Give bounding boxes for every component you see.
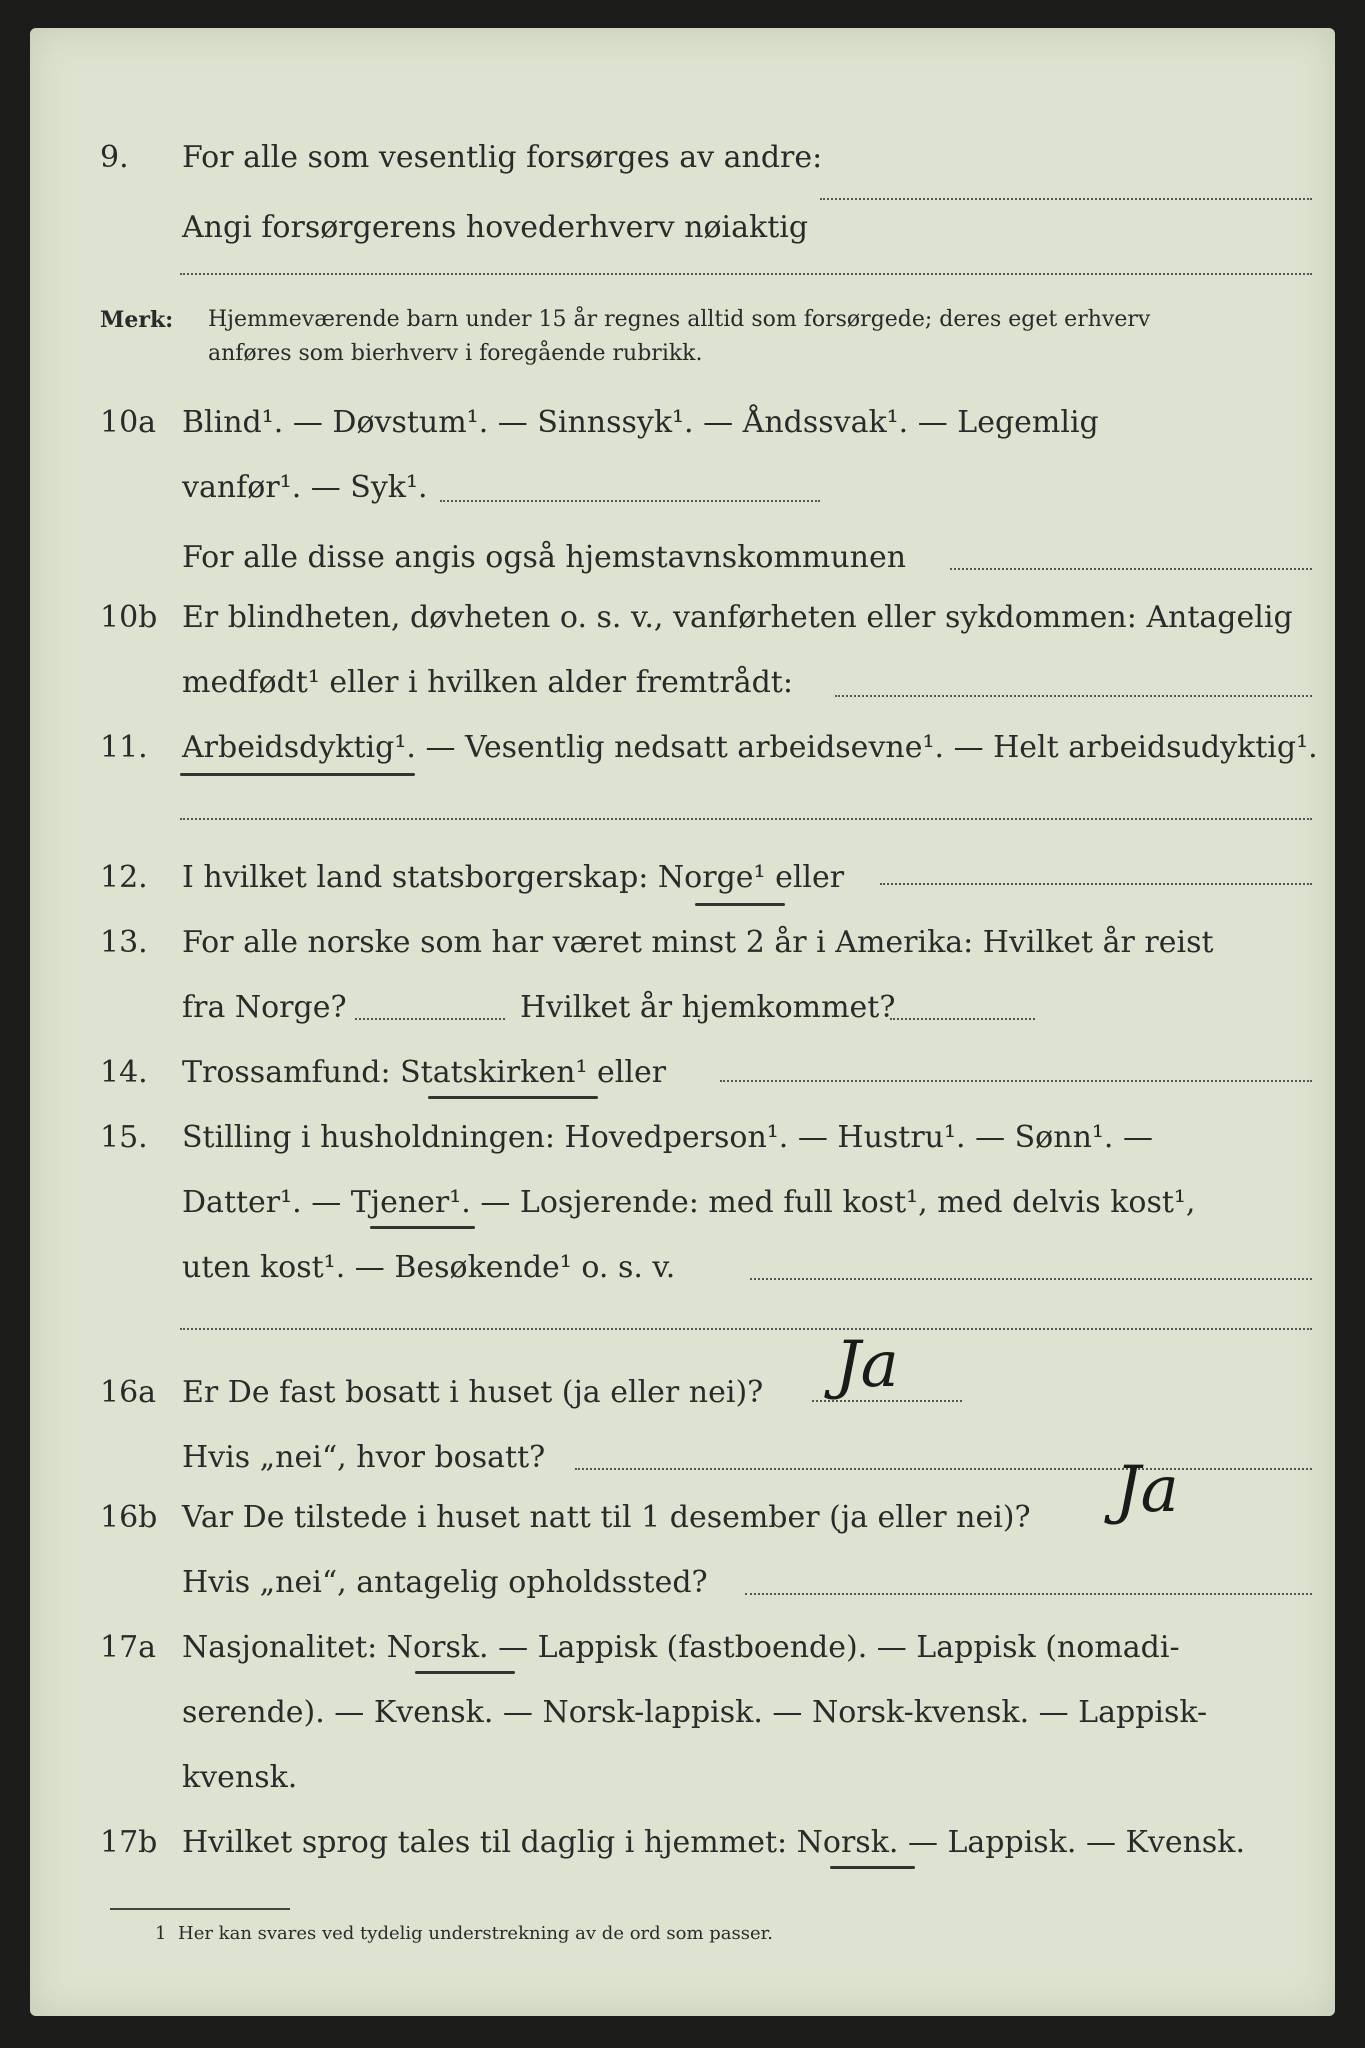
item-text: For alle norske som har været minst 2 år i Amerika: Hvilket år reist: [182, 925, 1214, 960]
underline-mark: [695, 903, 785, 906]
item-number: 16b: [100, 1500, 158, 1535]
answer-line[interactable]: [575, 1468, 1312, 1470]
item-number: 10b: [100, 600, 158, 635]
item-text: Hvilket sprog tales til daglig i hjemmet: Norsk. — Lappisk. — Kvensk.: [182, 1825, 1246, 1860]
census-form-page: [30, 28, 1335, 2016]
item-11: [30, 723, 1335, 773]
merk-label: Merk:: [100, 307, 174, 333]
item-text: Trossamfund: Statskirken¹ eller: [182, 1055, 667, 1090]
answer-line[interactable]: [820, 198, 1312, 200]
item-17a: [30, 1623, 1335, 1673]
item-12: [30, 853, 1335, 903]
item-text: Er blindheten, døvheten o. s. v., vanførheten eller sykdommen: Antagelig: [182, 600, 1293, 635]
item-16a: [30, 1368, 1335, 1418]
item-text: For alle som vesentlig forsørges av andre:: [182, 140, 823, 175]
item-text: I hvilket land statsborgerskap: Norge¹ eller: [182, 860, 845, 895]
answer-line[interactable]: [180, 818, 1312, 820]
item-text: Stilling i husholdningen: Hovedperson¹. — Hustru¹. — Sønn¹. —: [182, 1120, 1153, 1155]
item-13: [30, 918, 1335, 968]
item-10a-line2: [30, 463, 1335, 513]
item-number: 10a: [100, 405, 157, 440]
item-text: Angi forsørgerens hovederhverv nøiaktig: [182, 210, 809, 245]
item-15: [30, 1113, 1335, 1163]
item-15-line3: [30, 1243, 1335, 1293]
underline-mark: [428, 1096, 598, 1099]
item-number: 13.: [100, 925, 148, 960]
item-15-line2: [30, 1178, 1335, 1228]
item-number: 11.: [100, 730, 148, 765]
answer-line[interactable]: [750, 1278, 1312, 1280]
item-14: [30, 1048, 1335, 1098]
item-text: Er De fast bosatt i huset (ja eller nei)?: [182, 1375, 764, 1410]
answer-line[interactable]: [745, 1593, 1312, 1595]
answer-line[interactable]: [180, 273, 1312, 275]
item-text: Nasjonalitet: Norsk. — Lappisk (fastboende). — Lappisk (nomadi-: [182, 1630, 1180, 1665]
merk-text: Hjemmeværende barn under 15 år regnes alltid som forsørgede; deres eget erhverv: [208, 307, 1151, 332]
item-text: medfødt¹ eller i hvilken alder fremtrådt:: [182, 665, 793, 700]
underline-mark: [180, 773, 415, 776]
item-10b-line2: [30, 658, 1335, 708]
item-number: 14.: [100, 1055, 148, 1090]
underline-mark: [415, 1671, 515, 1674]
answer-line[interactable]: [720, 1080, 1312, 1082]
answer-line[interactable]: [835, 695, 1312, 697]
answer-line[interactable]: [890, 1018, 1035, 1020]
item-text: Datter¹. — Tjener¹. — Losjerende: med full kost¹, med delvis kost¹,: [182, 1185, 1196, 1220]
footnote-mark: 1: [155, 1923, 167, 1944]
item-number: 17b: [100, 1825, 158, 1860]
answer-line[interactable]: [880, 883, 1312, 885]
item-number: 16a: [100, 1375, 157, 1410]
handwritten-answer: Ja: [1115, 1453, 1179, 1527]
item-text: kvensk.: [182, 1760, 298, 1795]
item-number: 9.: [100, 140, 129, 175]
footnote-text: Her kan svares ved tydelig understrekning av de ord som passer.: [178, 1923, 773, 1944]
item-text: serende). — Kvensk. — Norsk-lappisk. — Norsk-kvensk. — Lappisk-: [182, 1695, 1208, 1730]
item-text: fra Norge?: [182, 990, 347, 1025]
item-16b-line2: [30, 1558, 1335, 1608]
item-17b: [30, 1818, 1335, 1868]
item-text: uten kost¹. — Besøkende¹ o. s. v.: [182, 1250, 676, 1285]
item-text: Hvis „nei“, hvor bosatt?: [182, 1440, 546, 1475]
underline-mark: [830, 1866, 915, 1869]
answer-line[interactable]: [355, 1018, 505, 1020]
item-10b: [30, 593, 1335, 643]
item-9-line2: [30, 203, 1335, 253]
item-text: For alle disse angis også hjemstavnskommunen: [182, 540, 907, 575]
item-10a-line3: [30, 533, 1335, 583]
item-17a-line2: [30, 1688, 1335, 1738]
answer-line[interactable]: [180, 1328, 1312, 1330]
item-10a: [30, 398, 1335, 448]
answer-line[interactable]: [440, 500, 820, 502]
item-text: Var De tilstede i huset natt til 1 desember (ja eller nei)?: [182, 1500, 1031, 1535]
underline-mark: [370, 1226, 475, 1229]
item-text: Blind¹. — Døvstum¹. — Sinnssyk¹. — Åndssvak¹. — Legemlig: [182, 405, 1099, 440]
item-text: Hvilket år hjemkommet?: [520, 990, 896, 1025]
item-17a-line3: [30, 1753, 1335, 1803]
item-text: Arbeidsdyktig¹. — Vesentlig nedsatt arbeidsevne¹. — Helt arbeidsudyktig¹.: [182, 730, 1318, 765]
handwritten-answer: Ja: [835, 1328, 899, 1402]
item-13-line2: [30, 983, 1335, 1033]
item-number: 15.: [100, 1120, 148, 1155]
item-text: vanfør¹. — Syk¹.: [182, 470, 428, 505]
answer-line[interactable]: [950, 568, 1312, 570]
item-text: Hvis „nei“, antagelig opholdssted?: [182, 1565, 708, 1600]
item-number: 12.: [100, 860, 148, 895]
merk-text: anføres som bierhverv i foregående rubrikk.: [208, 341, 703, 366]
footnote-rule: [110, 1908, 290, 1910]
item-number: 17a: [100, 1630, 157, 1665]
item-9: [30, 133, 1335, 183]
